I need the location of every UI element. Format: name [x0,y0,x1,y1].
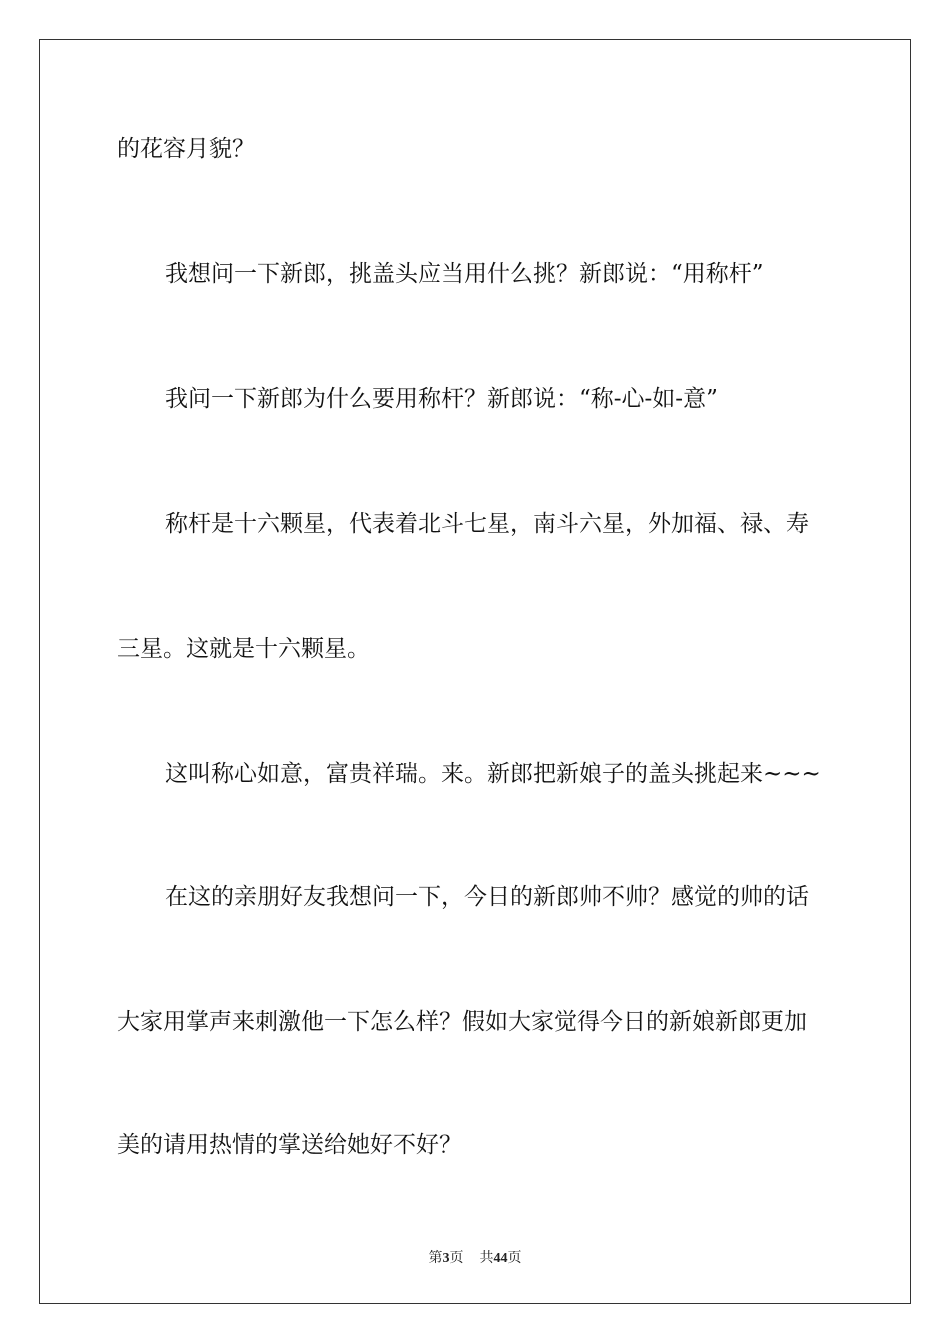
page-number: 3 [442,1251,450,1266]
page-suffix: 页 [449,1251,464,1266]
total-pages: 44 [493,1251,508,1266]
page-border [39,39,911,1304]
text-line-6: 这叫称心如意，富贵祥瑞。来。新郎把新娘子的盖头挑起来~~~ [165,761,821,787]
text-line-8: 大家用掌声来刺激他一下怎么样？假如大家觉得今日的新娘新郎更加 [117,1009,807,1035]
text-line-1: 的花容月貌？ [117,136,255,162]
page-footer [0,1247,950,1267]
text-line-3: 我问一下新郎为什么要用称杆？新郎说：“称-心-如-意” [165,386,718,412]
total-suffix: 页 [507,1251,522,1266]
page-prefix: 第 [428,1251,443,1266]
text-line-4: 称杆是十六颗星，代表着北斗七星，南斗六星，外加福、禄、寿 [165,511,809,537]
total-prefix: 共 [479,1251,494,1266]
text-line-9: 美的请用热情的掌送给她好不好？ [117,1132,462,1158]
text-line-2: 我想问一下新郎，挑盖头应当用什么挑？新郎说：“用称杆” [165,261,764,287]
text-line-5: 三星。这就是十六颗星。 [117,636,370,662]
text-line-7: 在这的亲朋好友我想问一下，今日的新郎帅不帅？感觉的帅的话 [165,884,809,910]
